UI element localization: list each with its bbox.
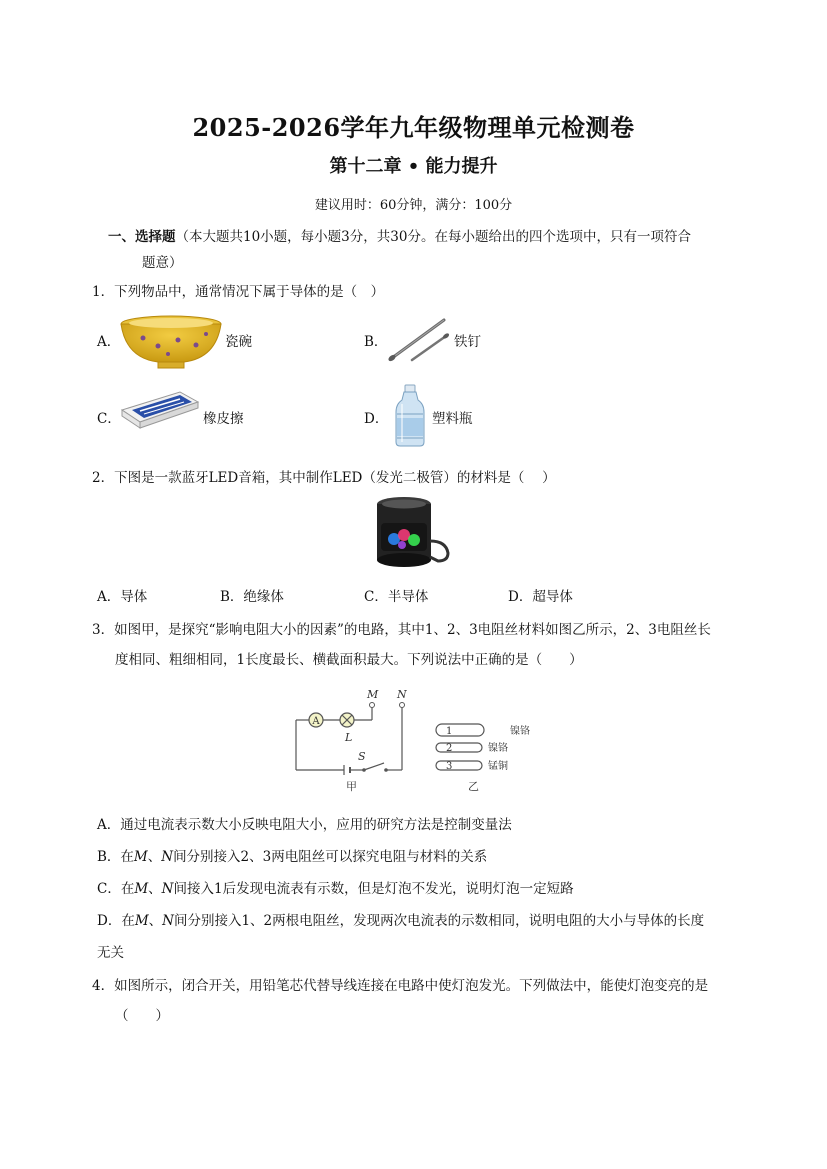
section-heading <box>108 224 758 276</box>
q3-option-a: A．通过电流表示数大小反映电阻大小，应用的研究方法是控制变量法 <box>97 817 512 833</box>
terminal-n-label: N <box>397 688 407 701</box>
porcelain-bowl-image <box>118 312 224 370</box>
wire-3-material: 锰铜 <box>488 761 508 772</box>
terminal-m-label: M <box>367 688 379 701</box>
ammeter-label: A <box>312 716 320 727</box>
wire-2-number: 2 <box>446 743 453 754</box>
q3-option-d-line2: 无关 <box>97 945 124 961</box>
q1-option-d-letter: D． <box>364 411 389 427</box>
page-subtitle: 第十二章 • 能力提升 <box>329 156 498 177</box>
q3-stem-line1: 3．如图甲，是探究“影响电阻大小的因素”的电路，其中1、2、3电阻丝材料如图乙所示，2、3电阻丝长 <box>92 622 711 638</box>
bluetooth-speaker-image <box>372 495 454 573</box>
q2-option-c: C．半导体 <box>364 589 429 605</box>
q2-stem: 2．下图是一款蓝牙LED音箱，其中制作LED（发光二极管）的材料是（ ） <box>92 470 556 486</box>
wire-3-number: 3 <box>446 761 453 772</box>
lamp-label: L <box>345 731 353 744</box>
q3-option-c: C．在M、N间接入1后发现电流表有示数，但是灯泡不发光，说明灯泡一定短路 <box>97 881 574 897</box>
q2-option-b: B．绝缘体 <box>220 589 284 605</box>
q1-option-c-text: 橡皮擦 <box>203 411 244 427</box>
q1-option-d-text: 塑料瓶 <box>432 411 473 427</box>
resistance-wires <box>436 724 530 772</box>
eraser-image <box>118 384 202 430</box>
wire-2-material: 镍铬 <box>488 743 508 754</box>
wire-1-number: 1 <box>446 726 453 737</box>
q2-option-d: D．超导体 <box>508 589 573 605</box>
switch-label: S <box>358 750 366 763</box>
q4-stem-line1: 4．如图所示，闭合开关，用铅笔芯代替导线连接在电路中使灯泡发光。下列做法中，能使灯泡变亮的是 <box>92 978 709 994</box>
q1-option-b-text: 铁钉 <box>454 334 481 350</box>
figure-jia-label: 甲 <box>346 780 357 793</box>
q3-circuit-figure <box>288 686 548 794</box>
q3-option-b: B．在M、N间分别接入2、3两电阻丝可以探究电阻与材料的关系 <box>97 849 488 865</box>
time-info: 建议用时：60分钟，满分：100分 <box>314 198 513 213</box>
q4-stem-line2: （ ） <box>115 1008 169 1024</box>
q3-option-d: D．在M、N间分别接入1、2两根电阻丝，发现两次电流表的示数相同，说明电阻的大小与导体的长度 <box>97 913 705 929</box>
figure-yi-label: 乙 <box>468 780 479 793</box>
q3-stem-line2: 度相同、粗细相同，1长度最长、横截面积最大。下列说法中正确的是（ ） <box>115 652 583 668</box>
section-title: 一、选择题 <box>108 229 176 245</box>
q2-option-a: A．导体 <box>97 589 148 605</box>
wire-1-material: 镍铬 <box>510 726 530 737</box>
q1-option-c-letter: C． <box>97 411 121 427</box>
section-note-line2: 题意） <box>142 255 183 271</box>
q1-option-b-letter: B． <box>364 334 388 350</box>
q1-option-a-letter: A． <box>97 334 121 350</box>
iron-nails-image <box>386 314 452 364</box>
q1-stem: 1．下列物品中，通常情况下属于导体的是（ ） <box>92 284 385 300</box>
q1-option-a-text: 瓷碗 <box>225 334 252 350</box>
page-title: 2025-2026学年九年级物理单元检测卷 <box>192 113 635 142</box>
plastic-bottle-image <box>392 384 428 448</box>
section-note-line1: （本大题共10小题，每小题3分，共30分。在每小题给出的四个选项中，只有一项符合 <box>175 229 691 245</box>
